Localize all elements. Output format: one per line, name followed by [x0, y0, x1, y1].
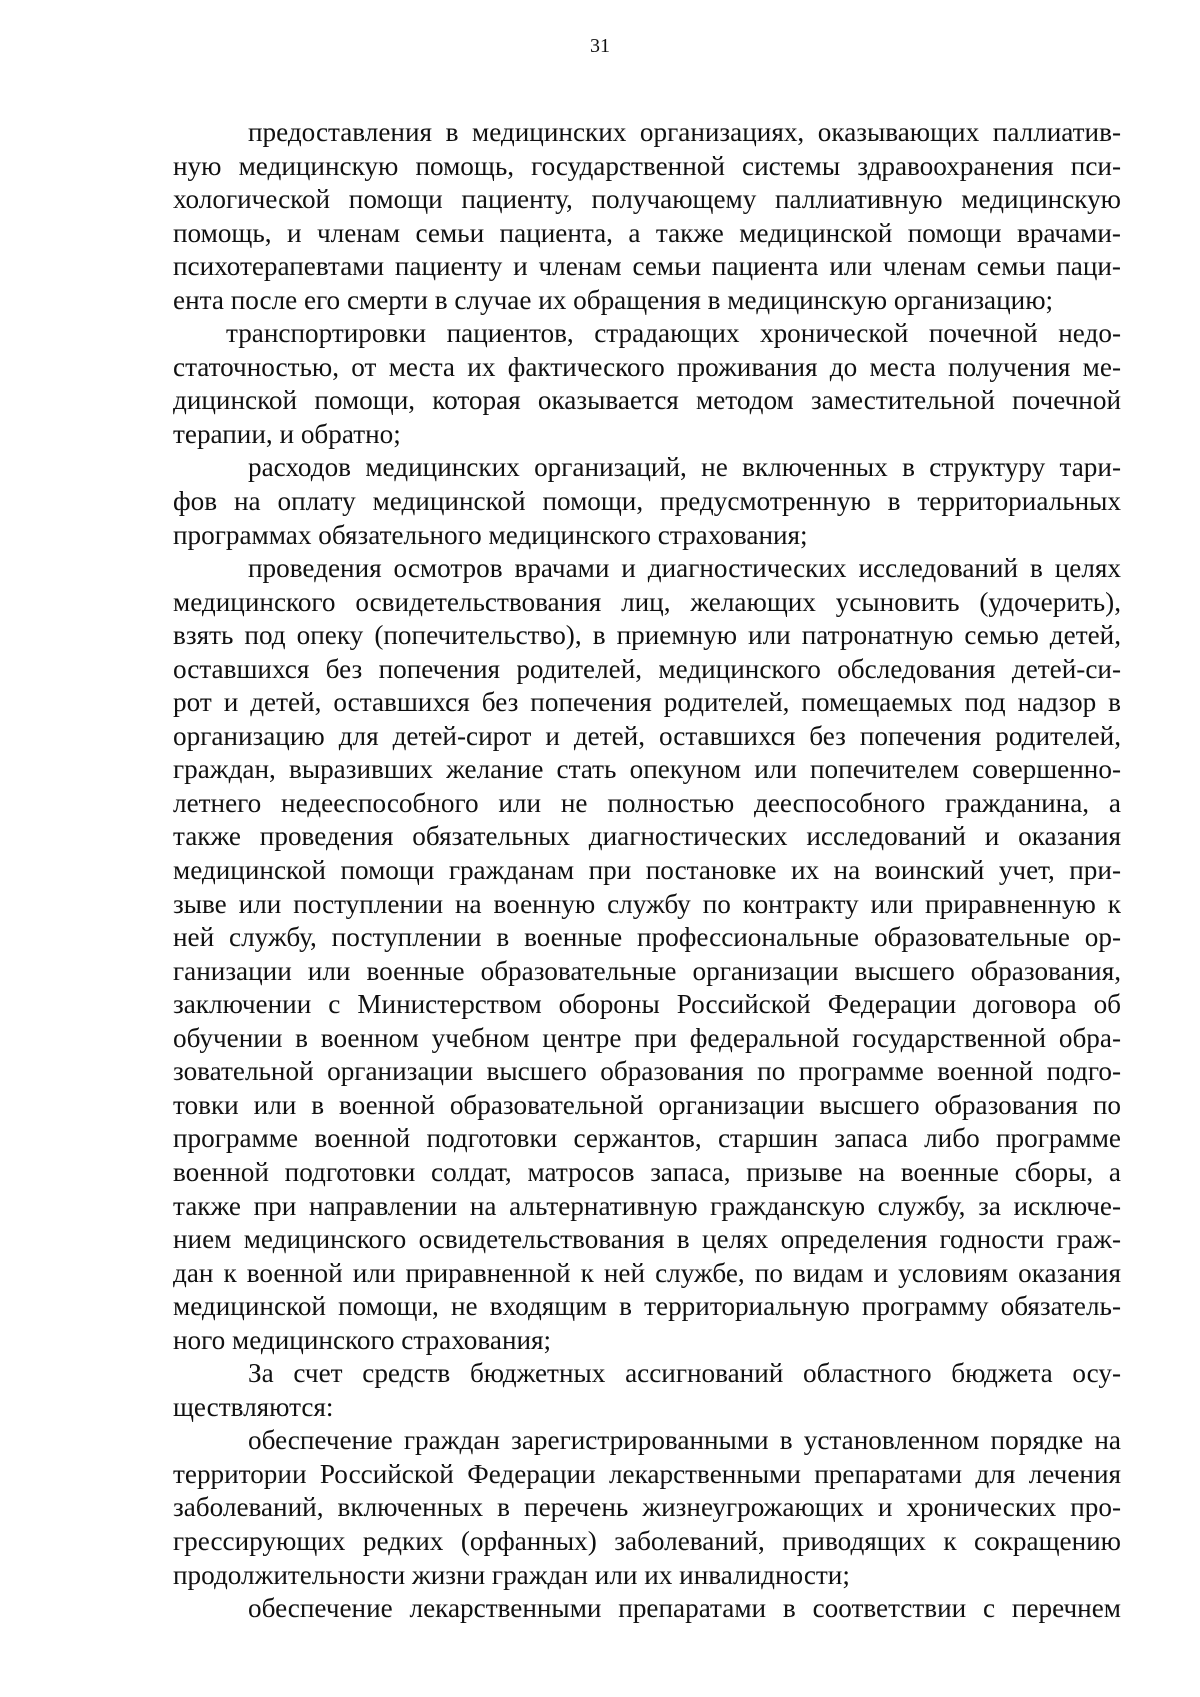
text-line: военной подготовки солдат, матросов запаса, призыве на военные сборы, а: [173, 1156, 1121, 1187]
text-line: летнего недееспособного или не полностью дееспособного гражданина, а: [173, 787, 1121, 818]
text-line: заключении с Министерством обороны Российской Федерации договора об: [173, 989, 1121, 1020]
text-line: заболеваний, включенных в перечень жизнеугрожающих и хронических про-: [173, 1492, 1121, 1523]
text-line: ента после его смерти в случае их обращения в медицинскую организацию;: [173, 284, 1054, 315]
text-line: статочностью, от места их фактического проживания до места получения ме-: [173, 351, 1121, 382]
text-line: взять под опеку (попечительство), в приемную или патронатную семью детей,: [173, 620, 1121, 651]
text-line: товки или в военной образовательной организации высшего образования по: [173, 1089, 1121, 1120]
text-line: ганизации или военные образовательные организации высшего образования,: [173, 955, 1121, 986]
text-line: дицинской помощи, которая оказывается методом заместительной почечной: [173, 385, 1121, 416]
text-line: ную медицинскую помощь, государственной системы здравоохранения пси-: [173, 150, 1121, 181]
text-line: проведения осмотров врачами и диагностических исследований в целях: [248, 553, 1121, 584]
text-line: психотерапевтами пациенту и членам семьи пациента или членам семьи паци-: [173, 251, 1121, 282]
text-line: зовательной организации высшего образования по программе военной подго-: [173, 1056, 1121, 1087]
text-line: терапии, и обратно;: [173, 418, 401, 449]
text-line: медицинской помощи, не входящим в территориальную программу обязатель-: [173, 1291, 1121, 1322]
text-line: ществляются:: [173, 1391, 334, 1422]
text-line: дан к военной или приравненной к ней службе, по видам и условиям оказания: [173, 1257, 1121, 1288]
text-line: продолжительности жизни граждан или их инвалидности;: [173, 1559, 850, 1590]
text-line: медицинской помощи гражданам при постановке их на воинский учет, при-: [173, 855, 1121, 886]
text-line: рот и детей, оставшихся без попечения родителей, помещаемых под надзор в: [173, 687, 1121, 718]
text-line: ней службу, поступлении в военные профессиональные образовательные ор-: [173, 922, 1121, 953]
text-line: расходов медицинских организаций, не включенных в структуру тари-: [248, 452, 1121, 483]
text-line: грессирующих редких (орфанных) заболеваний, приводящих к сокращению: [173, 1525, 1121, 1556]
text-line: также при направлении на альтернативную гражданскую службу, за исключе-: [173, 1190, 1121, 1221]
text-line: хологической помощи пациенту, получающему паллиативную медицинскую: [173, 184, 1121, 215]
text-line: обеспечение граждан зарегистрированными в установленном порядке на: [248, 1425, 1121, 1456]
text-line: медицинского освидетельствования лиц, желающих усыновить (удочерить),: [173, 586, 1121, 617]
body-text: [173, 116, 1121, 1626]
text-line: программах обязательного медицинского страхования;: [173, 519, 808, 550]
text-line: территории Российской Федерации лекарственными препаратами для лечения: [173, 1458, 1121, 1489]
text-line: предоставления в медицинских организациях, оказывающих паллиатив-: [248, 117, 1121, 147]
text-line: граждан, выразивших желание стать опекуном или попечителем совершенно-: [173, 754, 1121, 785]
text-line: организацию для детей-сирот и детей, оставшихся без попечения родителей,: [173, 720, 1121, 751]
text-line: фов на оплату медицинской помощи, предусмотренную в территориальных: [173, 486, 1121, 517]
text-line: За счет средств бюджетных ассигнований областного бюджета осу-: [248, 1358, 1121, 1389]
text-line: также проведения обязательных диагностических исследований и оказания: [173, 821, 1121, 852]
text-line: зыве или поступлении на военную службу по контракту или приравненную к: [173, 888, 1121, 919]
text-line: ного медицинского страхования;: [173, 1324, 552, 1355]
text-line: обеспечение лекарственными препаратами в соответствии с перечнем: [248, 1593, 1121, 1624]
text-line: программе военной подготовки сержантов, старшин запаса либо программе: [173, 1123, 1121, 1154]
text-line: транспортировки пациентов, страдающих хронической почечной недо-: [226, 318, 1121, 349]
page-number: 31: [590, 35, 610, 57]
text-line: нием медицинского освидетельствования в целях определения годности граж-: [173, 1224, 1121, 1255]
text-line: помощь, и членам семьи пациента, а также медицинской помощи врачами-: [173, 217, 1121, 248]
text-line: оставшихся без попечения родителей, медицинского обследования детей-си-: [173, 653, 1121, 684]
text-line: обучении в военном учебном центре при федеральной государственной обра-: [173, 1022, 1121, 1053]
